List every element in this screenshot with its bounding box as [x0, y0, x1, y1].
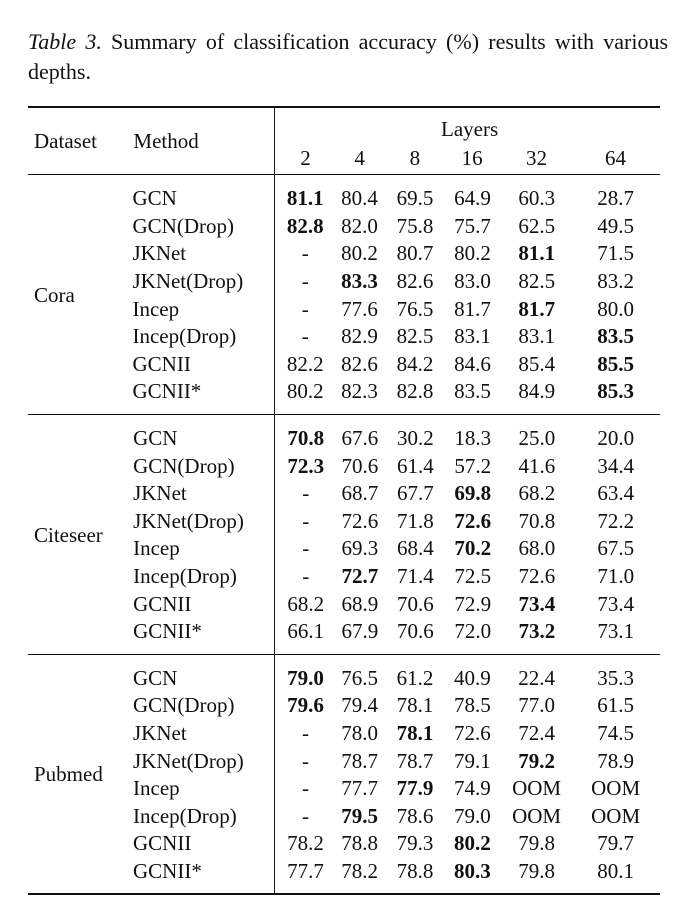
accuracy-cell: 83.5 [597, 324, 635, 349]
accuracy-cell: 82.5 [396, 324, 434, 349]
accuracy-cell: 68.2 [275, 590, 333, 618]
accuracy-cell: 68.2 [518, 481, 556, 506]
accuracy-cell: 83.5 [454, 379, 491, 404]
header-depth: 4 [354, 145, 365, 170]
table-row [28, 425, 660, 453]
accuracy-cell: 61.4 [396, 453, 434, 478]
accuracy-cell: 70.6 [341, 453, 379, 478]
accuracy-cell: 79.1 [453, 748, 491, 773]
accuracy-cell: 70.2 [454, 536, 492, 561]
accuracy-cell: 77.9 [396, 776, 434, 801]
dataset-name: Citeseer [34, 522, 103, 547]
method-name: GCN(Drop) [133, 693, 235, 718]
dataset-name: Cora [34, 282, 75, 307]
accuracy-cell: 78.9 [597, 748, 634, 773]
accuracy-cell: 82.6 [341, 351, 378, 376]
accuracy-cell: 85.3 [597, 379, 635, 404]
accuracy-cell: 68.7 [341, 481, 379, 506]
method-name: GCN(Drop) [132, 213, 234, 238]
accuracy-cell: 80.2 [453, 831, 491, 856]
accuracy-cell: 82.0 [341, 213, 378, 238]
accuracy-cell: 68.4 [396, 536, 434, 561]
accuracy-cell: 75.8 [396, 213, 434, 238]
method-name: GCNII* [133, 619, 202, 644]
accuracy-cell: 69.3 [341, 536, 379, 561]
caption-text: Summary of classification accuracy (%) results with various depths. [28, 29, 669, 84]
accuracy-cell: 62.5 [518, 213, 556, 238]
dataset-group [28, 175, 660, 414]
method-name: Incep(Drop) [133, 803, 237, 828]
accuracy-cell: 76.5 [396, 296, 434, 321]
accuracy-cell: 78.7 [396, 748, 434, 773]
bottom-rule [28, 893, 660, 895]
accuracy-cell: 83.3 [341, 269, 378, 294]
accuracy-cell: 80.0 [597, 296, 635, 321]
accuracy-cell: 78.2 [275, 830, 332, 858]
accuracy-cell: 80.7 [396, 241, 434, 266]
accuracy-cell: 60.3 [518, 186, 556, 211]
accuracy-cell: 79.8 [518, 831, 555, 856]
method-name: GCNII* [132, 379, 202, 404]
accuracy-cell: 72.9 [454, 591, 492, 616]
accuracy-cell: 82.8 [396, 379, 434, 404]
accuracy-cell: 84.9 [518, 379, 556, 404]
accuracy-cell: 78.8 [341, 831, 379, 856]
accuracy-cell: - [275, 775, 332, 803]
accuracy-cell: 82.2 [274, 351, 332, 379]
method-name: JKNet [133, 720, 187, 745]
accuracy-cell: 67.9 [341, 619, 379, 644]
accuracy-cell: - [275, 480, 333, 508]
method-name: GCN [133, 665, 178, 690]
accuracy-cell: 78.8 [396, 858, 434, 883]
accuracy-cell: 80.2 [341, 241, 378, 266]
method-name: JKNet(Drop) [132, 269, 244, 294]
accuracy-cell: 79.8 [518, 858, 555, 883]
accuracy-cell: 74.5 [597, 720, 634, 745]
accuracy-cell: 61.2 [396, 665, 434, 690]
dataset-group [28, 415, 660, 654]
header-layers: Layers [275, 108, 660, 142]
accuracy-cell: 71.5 [597, 241, 635, 266]
accuracy-cell: 71.4 [396, 564, 434, 589]
accuracy-cell: 82.3 [341, 379, 378, 404]
method-name: JKNet(Drop) [133, 748, 244, 773]
accuracy-cell: 72.7 [341, 564, 379, 589]
accuracy-cell: 84.6 [454, 351, 491, 376]
accuracy-cell: 57.2 [454, 453, 492, 478]
accuracy-cell: 69.8 [454, 481, 492, 506]
accuracy-cell: OOM [512, 776, 562, 801]
accuracy-cell: 83.0 [454, 269, 491, 294]
table-row [28, 665, 660, 693]
method-name: GCNII [133, 591, 192, 616]
accuracy-cell: - [275, 535, 333, 563]
accuracy-cell: 77.0 [518, 693, 555, 718]
accuracy-cell: 28.7 [597, 186, 635, 211]
accuracy-cell: 81.1 [274, 185, 332, 213]
accuracy-cell: 72.5 [454, 564, 492, 589]
accuracy-cell: 67.5 [597, 536, 635, 561]
method-name: Incep(Drop) [133, 564, 237, 589]
accuracy-cell: - [275, 563, 333, 591]
accuracy-cell: 70.6 [396, 619, 434, 644]
method-name: Incep [132, 296, 180, 321]
accuracy-cell: 67.7 [396, 481, 434, 506]
accuracy-cell: 73.4 [518, 591, 556, 616]
method-name: GCN [132, 186, 177, 211]
accuracy-cell: 30.2 [396, 426, 434, 451]
accuracy-cell: 64.9 [454, 186, 491, 211]
method-name: GCN [133, 426, 178, 451]
accuracy-cell: 72.6 [518, 564, 556, 589]
accuracy-cell: 78.0 [341, 720, 379, 745]
method-name: Incep [133, 536, 180, 561]
accuracy-cell: 72.6 [341, 508, 379, 533]
accuracy-cell: 81.1 [518, 241, 556, 266]
accuracy-cell: 68.0 [518, 536, 556, 561]
accuracy-cell: - [274, 268, 332, 296]
accuracy-cell: 79.7 [597, 831, 634, 856]
accuracy-cell: 61.5 [597, 693, 634, 718]
table-caption [28, 27, 668, 87]
dataset-name: Pubmed [34, 762, 103, 787]
accuracy-cell: - [274, 323, 332, 351]
accuracy-cell: 82.5 [518, 269, 556, 294]
accuracy-cell: 79.5 [341, 803, 379, 828]
accuracy-cell: 78.2 [341, 858, 379, 883]
accuracy-cell: 78.6 [396, 803, 434, 828]
accuracy-cell: 83.2 [597, 269, 635, 294]
header-depth: 16 [461, 145, 483, 170]
accuracy-cell: 73.1 [597, 619, 635, 644]
dataset-group [28, 655, 660, 894]
accuracy-cell: 41.6 [518, 453, 556, 478]
accuracy-cell: 70.6 [396, 591, 434, 616]
accuracy-cell: - [274, 295, 332, 323]
accuracy-cell: 75.7 [454, 213, 491, 238]
accuracy-cell: 81.7 [454, 296, 491, 321]
accuracy-cell: 70.8 [518, 508, 556, 533]
accuracy-cell: 72.0 [454, 619, 492, 644]
accuracy-cell: 79.2 [518, 748, 555, 773]
accuracy-cell: - [275, 508, 333, 536]
accuracy-cell: 72.2 [597, 508, 635, 533]
accuracy-cell: 63.4 [597, 481, 635, 506]
method-name: JKNet(Drop) [133, 508, 244, 533]
accuracy-cell: 73.4 [597, 591, 635, 616]
accuracy-cell: 77.6 [341, 296, 378, 321]
accuracy-cell: 79.4 [341, 693, 379, 718]
accuracy-cell: 79.3 [396, 831, 434, 856]
results-table [28, 106, 660, 895]
header-method: Method [133, 128, 199, 153]
caption-label: Table 3. [28, 29, 102, 54]
accuracy-cell: 18.3 [454, 426, 492, 451]
accuracy-cell: 85.5 [597, 351, 635, 376]
header-depth: 64 [605, 145, 627, 170]
accuracy-cell: - [275, 720, 332, 748]
accuracy-cell: 82.6 [396, 269, 434, 294]
accuracy-cell: 78.7 [341, 748, 379, 773]
method-name: GCN(Drop) [133, 453, 235, 478]
accuracy-cell: 81.7 [518, 296, 556, 321]
accuracy-cell: 79.0 [275, 665, 332, 693]
accuracy-cell: 73.2 [518, 619, 556, 644]
header-dataset: Dataset [34, 128, 97, 153]
accuracy-cell: 40.9 [453, 665, 491, 690]
accuracy-cell: OOM [591, 803, 641, 828]
method-name: GCNII [132, 351, 191, 376]
accuracy-cell: 72.6 [454, 508, 492, 533]
accuracy-cell: 85.4 [518, 351, 556, 376]
method-name: JKNet [133, 481, 187, 506]
accuracy-cell: 82.8 [274, 213, 332, 241]
method-name: GCNII [133, 831, 192, 856]
accuracy-cell: 68.9 [341, 591, 379, 616]
accuracy-cell: 70.8 [275, 425, 333, 453]
accuracy-cell: 71.8 [396, 508, 434, 533]
accuracy-cell: 80.4 [341, 186, 378, 211]
accuracy-cell: 78.5 [453, 693, 491, 718]
accuracy-cell: 34.4 [597, 453, 635, 478]
method-name: Incep [133, 776, 180, 801]
accuracy-cell: 84.2 [396, 351, 434, 376]
accuracy-cell: 79.6 [275, 692, 332, 720]
accuracy-cell: 79.0 [453, 803, 491, 828]
header-depth: 8 [409, 145, 421, 170]
table-row [28, 185, 660, 213]
accuracy-cell: 80.2 [454, 241, 491, 266]
method-name: GCNII* [133, 858, 202, 883]
accuracy-cell: 72.6 [453, 720, 491, 745]
accuracy-cell: 82.9 [341, 324, 378, 349]
accuracy-cell: 83.1 [518, 324, 556, 349]
accuracy-cell: 67.6 [341, 426, 379, 451]
accuracy-cell: OOM [591, 776, 641, 801]
accuracy-cell: 77.7 [341, 776, 379, 801]
accuracy-cell: - [275, 802, 332, 830]
accuracy-cell: 80.3 [453, 858, 491, 883]
accuracy-cell: 35.3 [597, 665, 634, 690]
accuracy-cell: OOM [512, 803, 562, 828]
accuracy-cell: 78.1 [396, 720, 434, 745]
accuracy-cell: 77.7 [275, 858, 332, 886]
header-depth: 2 [275, 142, 332, 174]
accuracy-cell: 74.9 [453, 776, 491, 801]
accuracy-cell: 80.1 [597, 858, 634, 883]
results-grid [28, 108, 660, 174]
accuracy-cell: 76.5 [341, 665, 379, 690]
accuracy-cell: - [275, 747, 332, 775]
accuracy-cell: 22.4 [518, 665, 555, 690]
accuracy-cell: 25.0 [518, 426, 556, 451]
accuracy-cell: 72.4 [518, 720, 555, 745]
accuracy-cell: 78.1 [396, 693, 434, 718]
header-depth: 32 [525, 145, 547, 170]
accuracy-cell: 71.0 [597, 564, 635, 589]
accuracy-cell: 80.2 [274, 378, 332, 406]
accuracy-cell: 20.0 [597, 426, 635, 451]
accuracy-cell: 49.5 [597, 213, 635, 238]
accuracy-cell: - [274, 240, 332, 268]
accuracy-cell: 69.5 [396, 186, 434, 211]
method-name: Incep(Drop) [132, 324, 237, 349]
accuracy-cell: 72.3 [275, 452, 333, 480]
accuracy-cell: 83.1 [454, 324, 491, 349]
method-name: JKNet [132, 241, 187, 266]
accuracy-cell: 66.1 [275, 618, 333, 646]
